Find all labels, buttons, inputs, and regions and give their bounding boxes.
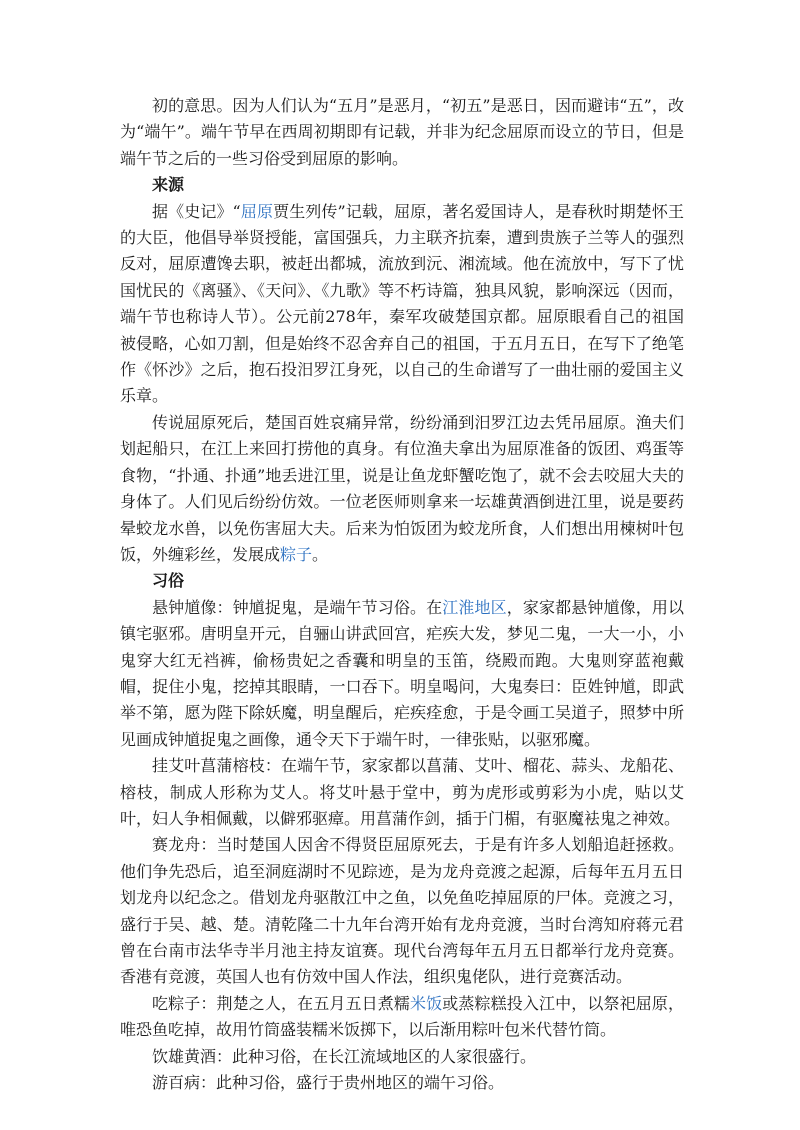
zongzi-text-after: 或蒸粽糕投入江中，以祭祀屈原，唯恐鱼吃掉，故用竹筒盛装糯米饭掷下，以后渐用粽叶包米代替竹筒。 — [120, 993, 684, 1040]
document-page — [120, 93, 684, 1096]
link-jianghuai-region[interactable]: 江淮地区 — [442, 597, 507, 617]
zhongkui-text-before: 悬钟馗像：钟馗捉鬼，是端午节习俗。在 — [152, 597, 443, 617]
zhongkui-text-after: ，家家都悬钟馗像，用以镇宅驱邪。唐明皇开元，自骊山讲武回宫，疟疾大发，梦见二鬼，一大一小，小鬼穿大红无裆裤，偷杨贵妃之香囊和明皇的玉笛，绕殿而跑。大鬼则穿蓝袍戴帽，捉住小鬼，挖掉其眼睛，一口吞下。明皇喝问，大鬼奏曰：臣姓钟馗，即武举不第，愿为陛下除妖魔，明皇醒后，疟疾痊愈，于是令画工吴道子，照梦中所见画成钟馗捉鬼之画像，通令天下于端午时，一律张贴，以驱邪魔。 — [120, 597, 684, 749]
origin-p1-text-before: 据《史记》“ — [152, 201, 241, 221]
origin-p2-text-before: 传说屈原死后，楚国百姓哀痛异常，纷纷涌到汨罗江边去凭吊屈原。渔夫们划起船只，在江上来回打捞他的真身。有位渔夫拿出为屈原准备的饭团、鸡蛋等食物，“扑通、扑通”地丢进江里，说是让鱼龙虾蟹吃饱了，就不会去咬屈大夫的身体了。人们见后纷纷仿效。一位老医师则拿来一坛雄黄酒倒进江里，说是要药晕蛟龙水兽，以免伤害屈大夫。后来为怕饭团为蛟龙所食，人们想出用楝树叶包饭，外缠彩丝，发展成 — [120, 412, 684, 564]
link-qu-yuan[interactable]: 屈原 — [240, 201, 274, 221]
section-heading-origin: 来源 — [152, 175, 185, 195]
link-rice[interactable]: 米饭 — [409, 993, 443, 1013]
custom-zongzi-paragraph — [120, 991, 684, 1044]
intro-paragraph: 初的意思。因为人们认为“五月”是恶月，“初五”是恶日，因而避讳“五”，改为“端午”。端午节早在西周初期即有记载，并非为纪念屈原而设立的节日，但是端午节之后的一些习俗受到屈原的影响。 — [120, 96, 684, 168]
custom-aicao-paragraph: 挂艾叶菖蒲榕枝：在端午节，家家都以菖蒲、艾叶、榴花、蒜头、龙船花、榕枝，制成人形称为艾人。将艾叶悬于堂中，剪为虎形或剪彩为小虎，贴以艾叶，妇人争相佩戴，以僻邪驱瘴。用菖蒲作剑，插于门楣，有驱魔袪鬼之神效。 — [120, 756, 684, 828]
zongzi-text-before: 吃粽子：荆楚之人，在五月五日煮糯 — [152, 993, 410, 1013]
link-zongzi[interactable]: 粽子 — [280, 544, 313, 564]
custom-youbaibing-paragraph: 游百病：此种习俗，盛行于贵州地区的端午习俗。 — [152, 1073, 505, 1093]
origin-p2-text-after: 。 — [312, 544, 329, 564]
custom-realgar-wine-paragraph: 饮雄黄酒：此种习俗，在长江流域地区的人家很盛行。 — [152, 1046, 537, 1066]
custom-dragon-boat-paragraph: 赛龙舟：当时楚国人因舍不得贤臣屈原死去，于是有许多人划船追赶拯救。他们争先恐后，追至洞庭湖时不见踪迹，是为龙舟竞渡之起源，后每年五月五日划龙舟以纪念之。借划龙舟驱散江中之鱼，以免鱼吃掉屈原的尸体。竞渡之习，盛行于吴、越、楚。清乾隆二十九年台湾开始有龙舟竞渡，当时台湾知府蒋元君曾在台南市法华寺半月池主持友谊赛。现代台湾每年五月五日都举行龙舟竞赛。香港有竞渡，英国人也有仿效中国人作法，组织鬼佬队，进行竞赛活动。 — [120, 835, 684, 987]
origin-paragraph-1 — [120, 199, 684, 410]
origin-p1-text-after: 贾生列传”记载，屈原，著名爱国诗人，是春秋时期楚怀王的大臣，他倡导举贤授能，富国强兵，力主联齐抗秦，遭到贵族子兰等人的强烈反对，屈原遭馋去职，被赶出都城，流放到沅、湘流域。他在流放中，写下了忧国忧民的《离骚》、《天问》、《九歌》等不朽诗篇，独具风貌，影响深远（因而，端午节也称诗人节）。公元前278年，秦军攻破楚国京都。屈原眼看自己的祖国被侵略，心如刀割，但是始终不忍舍弃自己的祖国，于五月五日，在写下了绝笔作《怀沙》之后，抱石投汨罗江身死，以自己的生命谱写了一曲壮丽的爱国主义乐章。 — [120, 201, 684, 406]
origin-paragraph-2 — [120, 410, 684, 568]
custom-zhongkui-paragraph — [120, 595, 684, 753]
section-heading-customs: 习俗 — [152, 571, 185, 591]
